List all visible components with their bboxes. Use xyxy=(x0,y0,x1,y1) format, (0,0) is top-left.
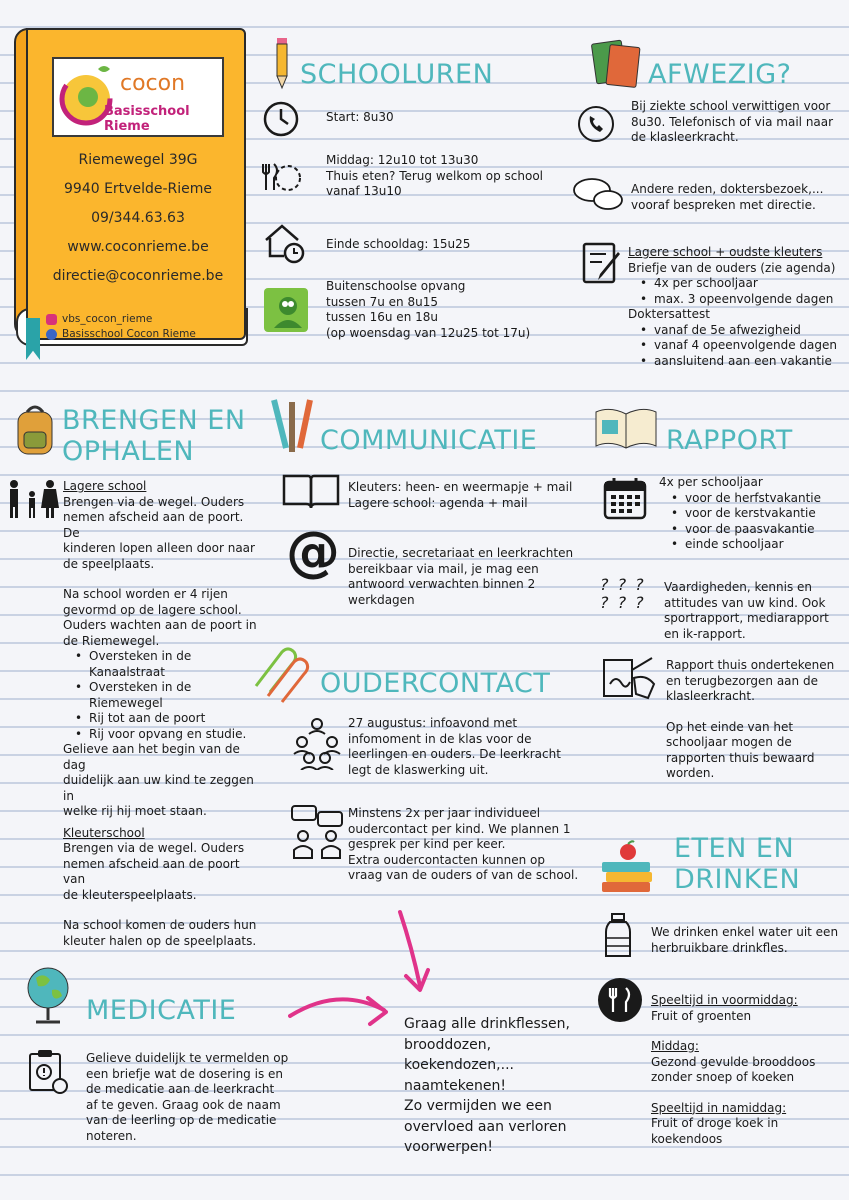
text-line: bereikbaar via mail, je mag een xyxy=(348,561,539,576)
books-apple-icon xyxy=(598,840,656,898)
text-line: sportrapport, mediarapport xyxy=(664,611,829,625)
list-item: • voor de paasvakantie xyxy=(659,522,821,538)
conversation-icon xyxy=(290,804,344,860)
facebook-page[interactable]: Basisschool Cocon Rieme xyxy=(62,328,196,340)
medical-note-icon xyxy=(26,1050,70,1094)
text-line: naamtekenen! xyxy=(404,1077,506,1094)
text-line: leerlingen en ouders. De leerkracht xyxy=(348,747,561,761)
bookmark-ribbon xyxy=(26,318,40,360)
list-item: • voor de kerstvakantie xyxy=(659,506,821,522)
text-line: Ouders wachten aan de poort in xyxy=(63,618,257,632)
instagram-icon xyxy=(46,314,57,325)
food-schedule xyxy=(651,993,815,1147)
list-item: • aansluitend aan een vakantie xyxy=(628,354,837,370)
end-of-day: Einde schooldag: 15u25 xyxy=(326,237,471,251)
text-line: nemen afscheid aan de poort van xyxy=(63,856,240,886)
text-line: vraag van de ouders of van de school. xyxy=(348,868,579,882)
opvang-line: Buitenschoolse opvang xyxy=(326,279,466,293)
text-line: Graag alle drinkflessen, xyxy=(404,1016,570,1032)
heading-oudercontact: OUDERCONTACT xyxy=(320,668,551,699)
list-item-text: Oversteken in de xyxy=(89,649,192,663)
phone-number: 09/344.63.63 xyxy=(91,210,185,226)
text-line: nemen afscheid aan de poort. De xyxy=(63,510,244,540)
logo-name: cocon xyxy=(120,71,186,96)
heading-brengen-line: BRENGEN EN xyxy=(62,405,246,436)
text-line: koekendozen,... xyxy=(404,1057,514,1073)
heading-afwezig: AFWEZIG? xyxy=(648,59,792,90)
text-line: 27 augustus: infoavond met xyxy=(348,716,518,730)
text-line: Gelieve duidelijk te vermelden op xyxy=(86,1051,289,1065)
list-item: • Rij tot aan de poort xyxy=(63,711,263,727)
text-line: de speelplaats. xyxy=(63,556,155,571)
text-line: Gezond gevulde brooddoos xyxy=(651,1054,816,1069)
text-line: Kleuters: heen- en weermapje + mail xyxy=(348,480,573,494)
instagram-handle[interactable]: vbs_cocon_rieme xyxy=(62,313,153,325)
text-line: en terugbezorgen aan de xyxy=(666,673,818,688)
text-line: Fruit of groenten xyxy=(651,1008,752,1023)
communication-channels xyxy=(348,480,572,511)
open-book-icon xyxy=(280,470,342,512)
heading-communicatie: COMMUNICATIE xyxy=(320,425,538,456)
calendar-icon xyxy=(602,476,648,522)
text-line: overvloed aan verloren xyxy=(404,1118,567,1135)
opvang-line: tussen 16u en 18u xyxy=(326,310,438,324)
kleuterschool-title: Kleuterschool xyxy=(63,825,145,840)
text-line: een briefje wat de dosering is en xyxy=(86,1066,283,1081)
text-line: antwoord verwachten binnen 2 xyxy=(348,577,536,591)
text-line: Na school komen de ouders hun xyxy=(63,918,257,932)
globe-icon xyxy=(24,964,74,1028)
middag-title: Middag: xyxy=(651,1039,699,1053)
text-line: Rapport thuis ondertekenen xyxy=(666,658,835,672)
mail-info xyxy=(348,546,573,608)
open-report-book-icon xyxy=(594,402,658,452)
list-item: • voor de herfstvakantie xyxy=(659,491,821,507)
text-line: herbruikbare drinkfles. xyxy=(651,940,788,955)
text-line: kinderen lopen alleen door naar xyxy=(63,541,255,555)
opvang-mascot-icon xyxy=(264,288,308,332)
text-line: de Riemewegel. xyxy=(63,633,160,648)
namiddag-title: Speeltijd in namiddag: xyxy=(651,1100,787,1115)
middag-line: Thuis eten? Terug welkom op school xyxy=(326,168,543,183)
list-item: • max. 3 opeenvolgende dagen xyxy=(628,292,837,308)
website-link[interactable]: www.coconrieme.be xyxy=(67,239,209,255)
list-item: • vanaf de 5e afwezigheid xyxy=(628,323,837,339)
text-line: Minstens 2x per jaar individueel xyxy=(348,806,541,820)
report-list xyxy=(659,491,821,553)
text-line: koekendoos xyxy=(651,1131,723,1146)
text-line: gesprek per kind per keer. xyxy=(348,837,506,851)
speech-bubbles-icon xyxy=(572,176,624,214)
text-line: zonder snoep of koeken xyxy=(651,1070,795,1084)
family-icon xyxy=(6,478,60,520)
voormiddag-title: Speeltijd in voormiddag: xyxy=(651,993,798,1007)
text-line: de kleuterspeelplaats. xyxy=(63,887,197,902)
heading-eten-line: DRINKEN xyxy=(674,864,801,896)
logo-subtitle: Basisschool Rieme xyxy=(104,104,190,134)
attest-label: Doktersattest xyxy=(628,307,710,321)
facebook-icon xyxy=(46,329,57,340)
heading-schooluren: SCHOOLUREN xyxy=(300,59,494,90)
list-item-text: Oversteken in de xyxy=(89,680,192,694)
briefje-list xyxy=(628,276,837,307)
text-line: worden. xyxy=(666,766,715,780)
text-line: werkdagen xyxy=(348,592,415,607)
heading-brengen xyxy=(62,405,246,467)
phone-icon xyxy=(576,104,616,144)
water-info xyxy=(651,925,838,956)
paperclips-icon xyxy=(248,646,314,704)
pencils-icon xyxy=(270,398,316,456)
list-item xyxy=(63,680,263,711)
question-marks-icon: ? ? ? ? ? ? xyxy=(600,575,646,612)
absence-rules xyxy=(628,245,837,369)
text-line: Op het einde van het xyxy=(666,719,794,734)
list-item: • einde schooljaar xyxy=(659,537,821,553)
house-clock-icon xyxy=(262,220,306,264)
signing-hand-icon xyxy=(598,654,658,704)
address-city: 9940 Ertvelde-Rieme xyxy=(64,181,212,197)
report-content xyxy=(664,580,829,642)
middag-info xyxy=(326,153,543,200)
individual-contact-info xyxy=(348,806,578,884)
start-time: Start: 8u30 xyxy=(326,110,394,124)
text-line: af te geven. Graag ook de naam xyxy=(86,1097,281,1112)
text-line: oudercontact per kind. We plannen 1 xyxy=(348,821,571,836)
sign-report xyxy=(666,658,834,782)
absence-illness xyxy=(631,99,833,146)
text-line: gevormd op de lagere school. xyxy=(63,602,242,617)
list-item: • Rij voor opvang en studie. xyxy=(63,727,263,743)
list-item-text: Riemewegel xyxy=(89,695,163,710)
illness-line: 8u30. Telefonisch of via mail naar xyxy=(631,114,834,129)
clock-icon xyxy=(262,100,300,138)
text-line: We drinken enkel water uit een xyxy=(651,925,839,939)
heading-medicatie: MEDICATIE xyxy=(86,995,237,1026)
text-line: Lagere school: agenda + mail xyxy=(348,495,528,510)
text-line: Extra oudercontacten kunnen op xyxy=(348,852,545,867)
text-line: schooljaar mogen de xyxy=(666,735,792,749)
infoavond-info xyxy=(348,716,561,778)
text-line: Gelieve aan het begin van de dag xyxy=(63,742,240,772)
text-line: welke rij hij moet staan. xyxy=(63,804,207,818)
attest-list xyxy=(628,323,837,370)
absence-other xyxy=(631,182,823,213)
backpack-icon xyxy=(12,402,58,458)
text-line: brooddozen, xyxy=(404,1036,492,1053)
text-line: en ik-rapport. xyxy=(664,626,746,641)
text-line: kleuter halen op de speelplaats. xyxy=(63,933,257,948)
name-labels-note xyxy=(404,1014,570,1158)
opvang-line: (op woensdag van 12u25 tot 17u) xyxy=(326,325,531,340)
report-intro: 4x per schooljaar xyxy=(659,475,763,489)
group-meeting-icon xyxy=(292,716,342,770)
heading-eten xyxy=(674,833,800,895)
water-bottle-icon xyxy=(602,912,634,960)
illness-line: Bij ziekte school verwittigen voor xyxy=(631,99,831,113)
illness-line: de klasleerkracht. xyxy=(631,130,739,144)
text-line: Brengen via de wegel. Ouders xyxy=(63,494,245,509)
text-line: Vaardigheden, kennis en xyxy=(664,580,813,594)
text-line: infomoment in de klas voor de xyxy=(348,731,532,746)
opvang-line: tussen 7u en 8u15 xyxy=(326,294,438,309)
absence-rules-title: Lagere school + oudste kleuters xyxy=(628,245,823,259)
school-logo xyxy=(52,57,224,137)
middag-line: Middag: 12u10 tot 13u30 xyxy=(326,153,479,167)
text-line: duidelijk aan uw kind te zeggen in xyxy=(63,773,254,803)
list-item xyxy=(63,649,263,680)
at-sign-icon: @ xyxy=(286,520,340,583)
text-line: legt de klaswerking uit. xyxy=(348,762,489,777)
list-item: • vanaf 4 opeenvolgende dagen xyxy=(628,338,837,354)
lunch-clock-icon xyxy=(260,158,302,196)
text-line: noteren. xyxy=(86,1128,137,1143)
rijen-list xyxy=(63,649,263,742)
text-line: Zo vermijden we een xyxy=(404,1098,552,1114)
briefje-label: Briefje van de ouders (zie agenda) xyxy=(628,260,836,275)
form-pen-icon xyxy=(580,240,628,288)
text-line: rapporten thuis bewaard xyxy=(666,750,815,765)
text-line: de medicatie aan de leerkracht xyxy=(86,1082,275,1096)
report-schedule xyxy=(659,475,821,553)
text-line: Brengen via de wegel. Ouders xyxy=(63,841,245,855)
heading-brengen-line: OPHALEN xyxy=(62,436,195,468)
other-line: vooraf bespreken met directie. xyxy=(631,197,816,212)
text-line: van de leerling op de medicatie xyxy=(86,1113,277,1127)
pencil-icon xyxy=(272,38,292,90)
text-line: voorwerpen! xyxy=(404,1139,493,1155)
text-line: attitudes van uw kind. Ook xyxy=(664,595,826,610)
opvang-info xyxy=(326,279,530,341)
text-line: Na school worden er 4 rijen xyxy=(63,587,228,601)
text-line: Directie, secretariaat en leerkrachten xyxy=(348,546,574,560)
address-street: Riemewegel 39G xyxy=(78,152,198,168)
middag-line: vanaf 13u10 xyxy=(326,184,402,198)
heading-eten-line: ETEN EN xyxy=(674,833,795,864)
notebooks-icon xyxy=(590,38,644,88)
text-line: klasleerkracht. xyxy=(666,689,755,703)
heading-rapport: RAPPORT xyxy=(666,425,793,456)
lagere-school-title: Lagere school xyxy=(63,479,147,493)
list-item-text: Kanaalstraat xyxy=(89,664,165,679)
medication-info xyxy=(86,1051,288,1144)
brengen-content xyxy=(63,479,263,949)
list-item: • 4x per schooljaar xyxy=(628,276,837,292)
text-line: Fruit of droge koek in xyxy=(651,1116,779,1130)
plate-cutlery-icon xyxy=(596,976,644,1024)
other-line: Andere reden, doktersbezoek,... xyxy=(631,182,824,196)
email-link[interactable]: directie@coconrieme.be xyxy=(52,268,224,284)
